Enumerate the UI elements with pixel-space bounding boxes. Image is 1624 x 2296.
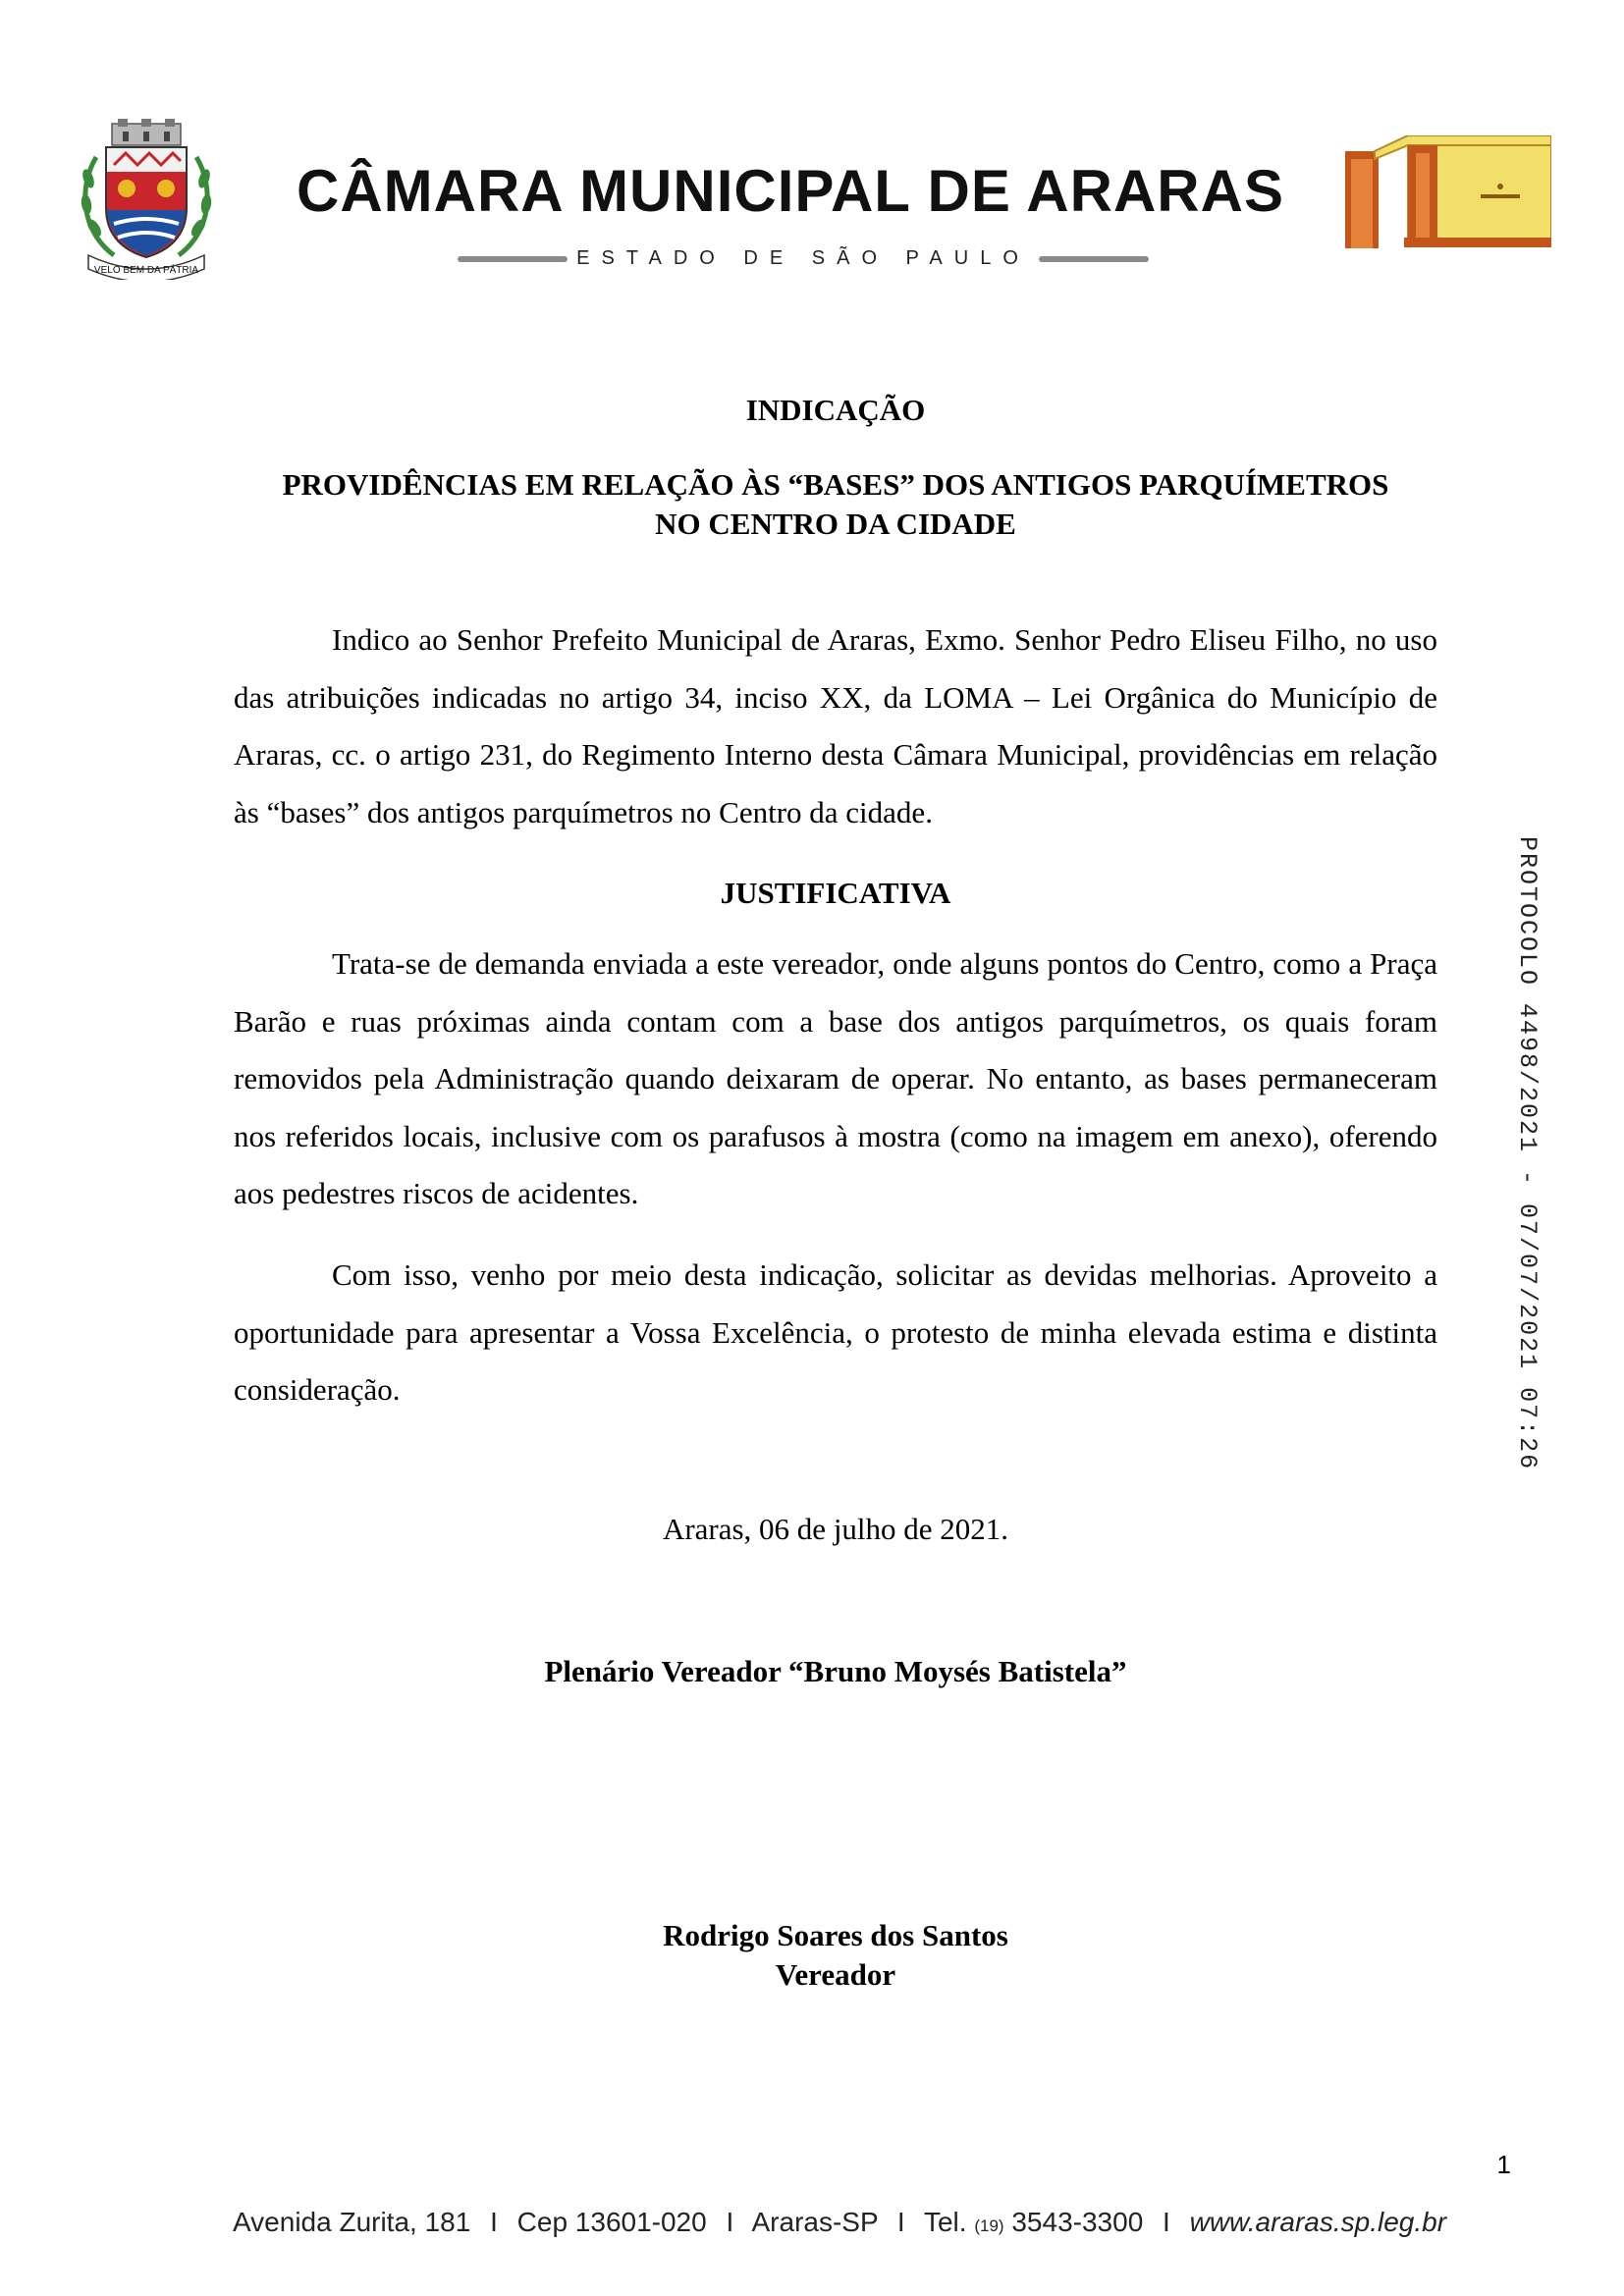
- footer-area-code: (19): [974, 2216, 1004, 2235]
- protocol-stamp: PROTOCOLO 4498/2021 - 07/07/2021 07:26: [1513, 836, 1542, 1471]
- document-subject-line-2: NO CENTRO DA CIDADE: [655, 507, 1016, 541]
- state-label: ESTADO DE SÃO PAULO: [576, 247, 1030, 269]
- plenary-name: Plenário Vereador “Bruno Moysés Batistela”: [544, 1654, 1127, 1688]
- coat-of-arms-icon: [75, 118, 218, 280]
- footer-tel-label: Tel.: [923, 2207, 967, 2237]
- date-line: Araras, 06 de julho de 2021.: [662, 1512, 1009, 1546]
- justification-paragraph: Com isso, venho por meio desta indicação, solicitar as devidas melhorias. Aproveito a oportunidade para apresentar a Vossa Excelência, o protesto de minha elevada estima e distinta consideração.: [234, 1257, 1437, 1407]
- coat-of-arms-motto: VELO BEM DA PÁTRIA: [93, 265, 199, 276]
- state-rule-left: [458, 256, 568, 262]
- footer-address: Avenida Zurita, 181: [233, 2207, 471, 2237]
- institution-name: CÂMARA MUNICIPAL DE ARARAS: [297, 158, 1284, 224]
- justification-paragraph: Trata-se de demanda enviada a este vereador, onde alguns pontos do Centro, como a Praça Barão e ruas próximas ainda contam com a base dos antigos parquímetros, os quais foram removidos pela Administração quando deixaram de operar. No entanto, as bases permaneceram nos referidos locais, inclusive com os parafusos à mostra (como na imagem em anexo), oferendo aos pedestres riscos de acidentes.: [234, 946, 1437, 1210]
- signer-name: Rodrigo Soares dos Santos: [663, 1918, 1008, 1952]
- footer-contact: [233, 2205, 1446, 2244]
- document-subject-line-1: PROVIDÊNCIAS EM RELAÇÃO ÀS “BASES” DOS ANTIGOS PARQUÍMETROS: [282, 467, 1389, 502]
- footer-phone: 3543-3300: [1011, 2207, 1144, 2237]
- state-label-row: [458, 246, 1149, 270]
- footer-separator: I: [1163, 2207, 1170, 2237]
- document-subject: [234, 465, 1437, 544]
- footer-separator: I: [896, 2207, 905, 2237]
- footer-separator: I: [490, 2207, 498, 2237]
- document-title: INDICAÇÃO: [745, 393, 926, 427]
- indication-paragraph: Indico ao Senhor Prefeito Municipal de Araras, Exmo. Senhor Pedro Eliseu Filho, no uso das atribuições indicadas no artigo 34, inciso XX, da LOMA – Lei Orgânica do Município de Araras, cc. o artigo 231, do Regimento Interno desta Câmara Municipal, providências em relação às “bases” dos antigos parquímetros no Centro da cidade.: [234, 622, 1437, 829]
- justification-title: JUSTIFICATIVA: [720, 876, 951, 910]
- page-number: 1: [1496, 2150, 1511, 2179]
- footer-city: Araras-SP: [751, 2207, 879, 2237]
- signer-role: Vereador: [775, 1957, 896, 1992]
- footer-cep: Cep 13601-020: [516, 2207, 707, 2237]
- state-rule-right: [1039, 256, 1149, 262]
- footer-separator: I: [726, 2207, 734, 2237]
- chamber-building-logo-icon: [1345, 135, 1551, 248]
- letterhead: [0, 0, 1624, 294]
- footer-website-link[interactable]: www.araras.sp.leg.br: [1189, 2207, 1447, 2237]
